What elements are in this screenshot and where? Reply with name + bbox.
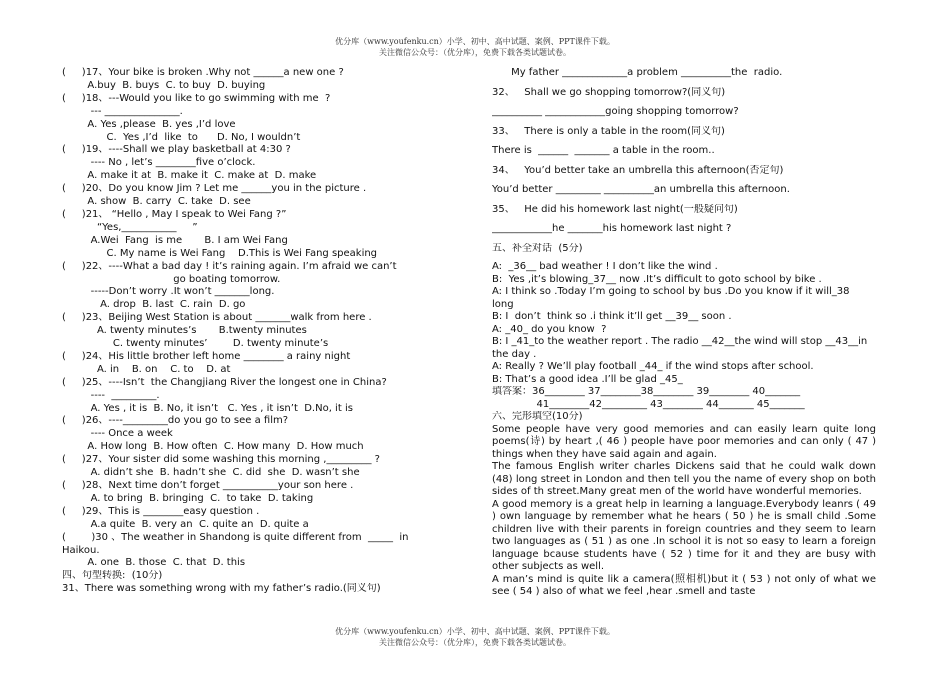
options-21-b: C. My name is Wei Fang D.This is Wei Fang speaking xyxy=(62,247,378,259)
footer-line-2: 关注微信公众号：（优分库），免费下载各类试题试卷。 xyxy=(379,638,571,647)
dialog-line: A: Really ? We’ll play football _44_ if the wind stops after school. xyxy=(492,361,814,372)
question-34: 34、 You’d better take an umbrella this afternoon(否定句) xyxy=(492,164,784,176)
options-27: A. didn’t she B. hadn’t she C. did she D. wasn’t she xyxy=(62,467,360,479)
options-17: A.buy B. buys C. to buy D. buying xyxy=(62,79,266,91)
question-20: ( )20、Do you know Jim ? Let me ______you in the picture . xyxy=(62,183,367,195)
question-27: ( )27、Your sister did some washing this morning ,_________ ? xyxy=(62,454,380,466)
question-30-cont: Haikou. xyxy=(62,544,100,556)
options-23-b: C. twenty minutes’ D. twenty minute’s xyxy=(62,338,329,350)
dialog-line: A: I think so .Today I’m going to school by bus .Do you know if it will_38 xyxy=(492,286,850,297)
cloze-paragraph-3: A good memory is a great help in learning a language.Everybody leanrs ( 49 ) own language by remember what he hears ( 50 ) he is small child .Some children live with their parents in foreign countries and they seem to learn two languages as ( 51 ) as one .In school it is not so easy to learn a foreign language bcause students have ( 52 ) time for it and they are busy with other subjects as well. xyxy=(492,498,876,572)
question-31: 31、There was something wrong with my father’s radio.(同义句) xyxy=(62,583,381,595)
dialog-line: B: That’s a good idea .I’ll be glad _45_ xyxy=(492,373,683,385)
section-4-title: 四、句型转换: (10分) xyxy=(62,570,163,582)
options-18-b: C. Yes ,I’d like to D. No, I wouldn’t xyxy=(62,131,301,143)
options-23-a: A. twenty minutes’s B.twenty minutes xyxy=(62,325,307,337)
options-20: A. show B. carry C. take D. see xyxy=(62,196,251,208)
dialog-line: A: _40_ do you know ? xyxy=(492,323,607,335)
footer-line-1: 优分库（www.youfenku.cn）小学、初中、高中试题、案例、PPT课件下载。 xyxy=(335,627,615,636)
answer-blanks-row-2: 41________42_________ 43________ 44_______ 45_______ xyxy=(492,398,805,410)
question-23: ( )23、Beijing West Station is about _______walk from here . xyxy=(62,312,372,324)
dialog-line: long xyxy=(492,298,514,310)
question-29: ( )29、This is ________easy question . xyxy=(62,505,260,517)
header-line-1: 优分库（www.youfenku.cn）小学、初中、高中试题、案例、PPT课件下载。 xyxy=(335,37,615,46)
question-18-reply: --- _______________. xyxy=(62,105,183,117)
options-25: A. Yes , it is B. No, it isn’t C. Yes , it isn’t D.No, it is xyxy=(62,402,353,414)
options-18-a: A. Yes ,please B. yes ,I’d love xyxy=(62,118,236,130)
question-22-reply: -----Don’t worry .It won’t _______long. xyxy=(62,286,275,298)
options-28: A. to bring B. bringing C. to take D. taking xyxy=(62,492,314,504)
question-25: ( )25、----Isn’t the Changjiang River the longest one in China? xyxy=(62,376,387,388)
answer-32: __________ ____________going shopping tomorrow? xyxy=(492,106,739,117)
answer-34: You’d better _________ __________an umbrella this afternoon. xyxy=(492,184,790,195)
dialog-line: the day . xyxy=(492,348,537,360)
question-22-cont: go boating tomorrow. xyxy=(62,273,281,285)
section-6-title: 六、完形填空(10分) xyxy=(492,411,583,422)
header-line-2: 关注微信公众号：（优分库），免费下载各类试题试卷。 xyxy=(379,48,571,57)
cloze-paragraph-4: A man’s mind is quite lik a camera(照相机)but it ( 53 ) not only of what we see ( 54 ) also of what we feel ,hear .smell and taste xyxy=(492,573,876,597)
section-5-title: 五、补全对话 (5分) xyxy=(492,242,583,254)
question-26: ( )26、----_________do you go to see a film? xyxy=(62,415,289,427)
right-column xyxy=(492,67,876,599)
question-32: 32、 Shall we go shopping tomorrow?(同义句) xyxy=(492,86,726,98)
dialog-line: B: Yes ,it’s blowing_37__ now .It’s difficult to goto school by bike . xyxy=(492,273,822,285)
options-29: A.a quite B. very an C. quite an D. quite a xyxy=(62,518,309,530)
left-column xyxy=(62,67,447,596)
question-25-reply: ---- _________. xyxy=(62,389,160,401)
answer-33: There is ______ _______ a table in the room.. xyxy=(492,145,715,156)
question-30: ( )30 、The weather in Shandong is quite different from _____ in xyxy=(62,531,409,543)
question-19-reply: ---- No , let’s ________five o’clock. xyxy=(62,157,256,169)
options-30: A. one B. those C. that D. this xyxy=(62,557,246,569)
question-21: ( )21、 “Hello , May I speak to Wei Fang ?” xyxy=(62,208,287,220)
question-33: 33、 There is only a table in the room(同义句) xyxy=(492,125,725,137)
question-17: ( )17、Your bike is broken .Why not ______a new one ? xyxy=(62,67,344,78)
question-28: ( )28、Next time don’t forget ___________your son here . xyxy=(62,480,354,491)
question-19: ( )19、----Shall we play basketball at 4:30 ? xyxy=(62,144,291,156)
options-22: A. drop B. last C. rain D. go xyxy=(62,299,246,311)
options-21-a: A.Wei Fang is me B. I am Wei Fang xyxy=(62,234,288,246)
dialog-line: B: I don’t think so .i think it’ll get __39__ soon . xyxy=(492,311,732,322)
options-26: A. How long B. How often C. How many D. How much xyxy=(62,441,364,453)
page-footer xyxy=(0,626,950,648)
question-21-reply: “Yes,___________ ” xyxy=(62,221,198,233)
cloze-paragraph-2: The famous English writer charles Dickens said that he could walk down (48) long street in London and then tell you the name of every shop on both sides of th street.Many great men of the world have wonderful memories. xyxy=(492,461,876,497)
answer-35: ____________he _______his homework last night ? xyxy=(492,223,732,234)
answer-31: My father _____________a problem __________the radio. xyxy=(492,67,783,78)
options-24: A. in B. on C. to D. at xyxy=(62,363,231,375)
cloze-paragraph-1: Some people have very good memories and can easily learn quite long poems(诗) by heart ,( 46 ) people have poor memories and can only ( 47 ) things when they have said again and again. xyxy=(492,423,876,460)
page-header xyxy=(0,36,950,58)
answer-blanks-row-1: 填答案：36________ 37________38________ 39________ 40_______ xyxy=(492,386,801,397)
options-19: A. make it at B. make it C. make at D. make xyxy=(62,170,317,182)
question-22: ( )22、----What a bad day ! it’s raining again. I’m afraid we can’t xyxy=(62,260,397,272)
question-24: ( )24、His little brother left home ________ a rainy night xyxy=(62,350,351,362)
question-26-reply: ---- Once a week xyxy=(62,428,173,440)
dialog-line: A: _36__ bad weather ! I don’t like the wind . xyxy=(492,261,718,272)
question-35: 35、 He did his homework last night(一般疑问句) xyxy=(492,203,738,215)
question-18: ( )18、---Would you like to go swimming with me ? xyxy=(62,92,331,104)
dialog-line: B: I _41_to the weather report . The radio __42__the wind will stop __43__in xyxy=(492,336,868,347)
